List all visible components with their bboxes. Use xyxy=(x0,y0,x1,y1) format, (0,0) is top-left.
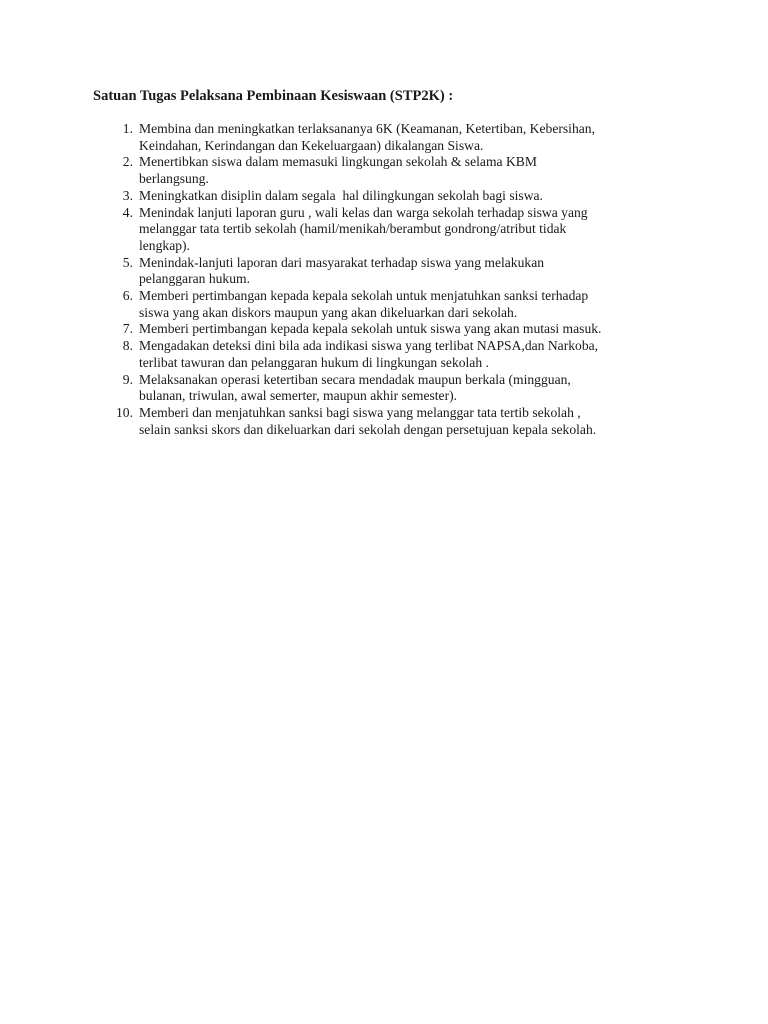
duty-list xyxy=(100,121,700,438)
list-item-text-line: siswa yang akan diskors maupun yang akan dikeluarkan dari sekolah. xyxy=(139,304,518,320)
list-item-number: 8. xyxy=(122,338,133,354)
list-item-number: 4. xyxy=(122,204,133,220)
list-item-text-line: Memberi dan menjatuhkan sanksi bagi siswa yang melanggar tata tertib sekolah , xyxy=(139,404,581,420)
list-item-text-line: Menindak lanjuti laporan guru , wali kelas dan warga sekolah terhadap siswa yang xyxy=(139,204,588,220)
list-item xyxy=(100,121,700,154)
list-item-text-line: berlangsung. xyxy=(139,171,209,187)
list-item-text-line: melanggar tata tertib sekolah (hamil/menikah/berambut gondrong/atribut tidak xyxy=(139,221,567,237)
list-item xyxy=(100,188,700,205)
list-item-number: 3. xyxy=(122,187,133,203)
list-item-text-line: selain sanksi skors dan dikeluarkan dari sekolah dengan persetujuan kepala sekolah. xyxy=(139,421,597,437)
list-item-text-line: pelanggaran hukum. xyxy=(139,271,250,287)
list-item-text-line: Melaksanakan operasi ketertiban secara mendadak maupun berkala (mingguan, xyxy=(139,371,571,387)
list-item-text-line: Memberi pertimbangan kepada kepala sekolah untuk siswa yang akan mutasi masuk. xyxy=(139,321,602,337)
list-item xyxy=(100,154,700,187)
list-item-text-line: Menindak-lanjuti laporan dari masyarakat terhadap siswa yang melakukan xyxy=(139,254,545,270)
list-item xyxy=(100,288,700,321)
list-item xyxy=(100,405,700,438)
list-item-number: 5. xyxy=(122,254,133,270)
list-item-number: 10. xyxy=(116,404,133,420)
list-item-text-line: Membina dan meningkatkan terlaksananya 6K (Keamanan, Ketertiban, Kebersihan, xyxy=(139,121,595,136)
list-item-text-line: Meningkatkan disiplin dalam segala hal dilingkungan sekolah bagi siswa. xyxy=(139,187,543,203)
list-item-text-line: lengkap). xyxy=(139,237,190,253)
list-item-text-line: Menertibkan siswa dalam memasuki lingkungan sekolah & selama KBM xyxy=(139,154,537,170)
list-item xyxy=(100,321,700,338)
document-title: Satuan Tugas Pelaksana Pembinaan Kesiswaan (STP2K) : xyxy=(93,88,454,104)
list-item-number: 2. xyxy=(122,154,133,170)
list-item-number: 6. xyxy=(122,288,133,304)
list-item xyxy=(100,255,700,288)
list-item-text-line: terlibat tawuran dan pelanggaran hukum di lingkungan sekolah . xyxy=(139,354,489,370)
list-item-number: 9. xyxy=(122,371,133,387)
list-item-number: 1. xyxy=(122,121,133,136)
list-item xyxy=(100,372,700,405)
list-item xyxy=(100,205,700,255)
list-item-text-line: Keindahan, Kerindangan dan Kekeluargaan) dikalangan Siswa. xyxy=(139,137,484,153)
list-item-number: 7. xyxy=(122,321,133,337)
list-item-text-line: Mengadakan deteksi dini bila ada indikasi siswa yang terlibat NAPSA,dan Narkoba, xyxy=(139,338,599,354)
list-item-text-line: bulanan, triwulan, awal semerter, maupun akhir semester). xyxy=(139,388,458,404)
list-item-text-line: Memberi pertimbangan kepada kepala sekolah untuk menjatuhkan sanksi terhadap xyxy=(139,288,589,304)
list-item xyxy=(100,338,700,371)
